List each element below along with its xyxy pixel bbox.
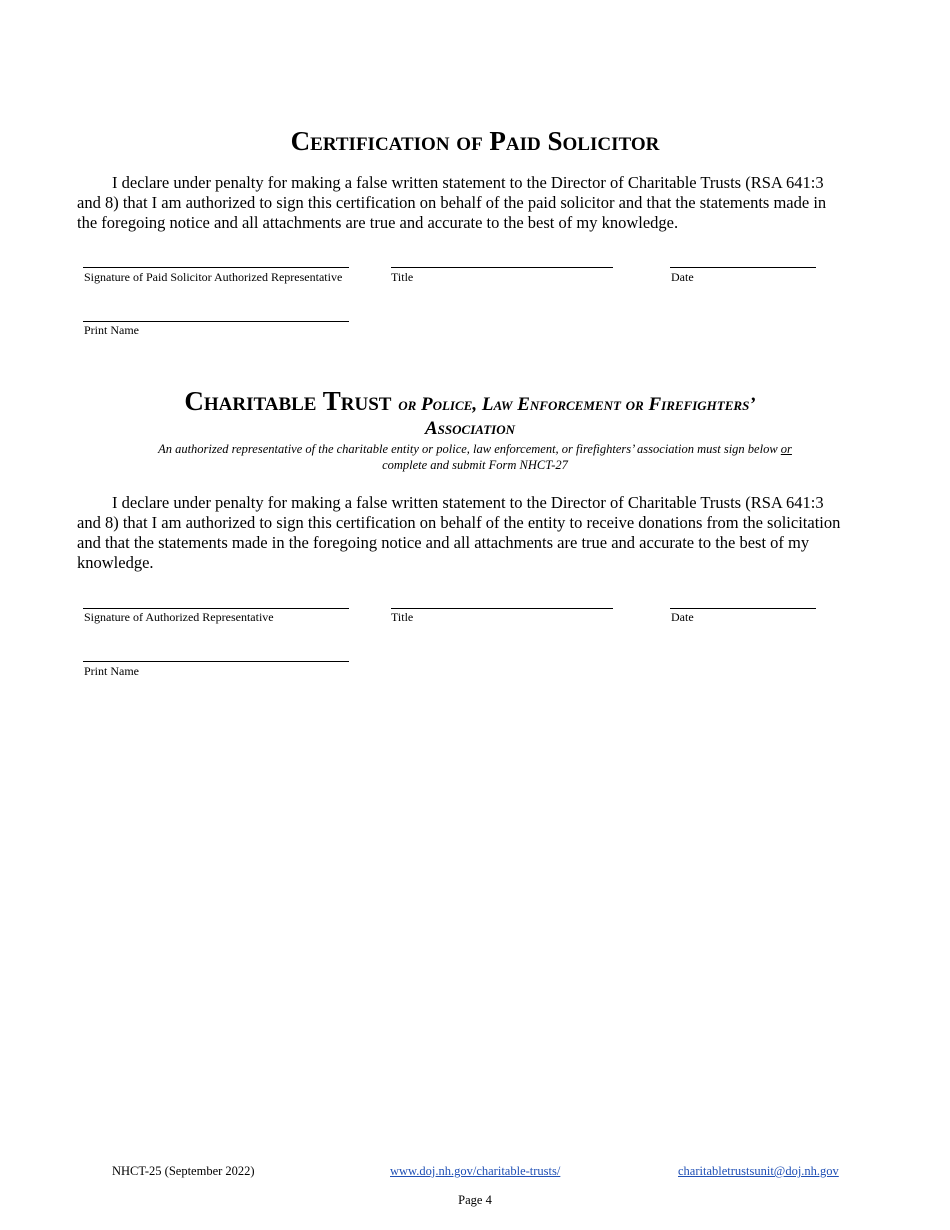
section1-title-label: Title [391,270,414,284]
section2-date-line[interactable] [670,608,816,609]
section1-print-name-line[interactable] [83,321,349,322]
section2-heading-sub: or Police, Law Enforcement or Firefighters’ [398,394,756,415]
section2-heading-association: Association [425,418,515,439]
section1-date-label: Date [671,270,694,284]
section2-print-name-line[interactable] [83,661,349,662]
section2-note-text: An authorized representative of the charitable entity or police, law enforcement, or firefighters’ association must sign below [158,442,781,456]
section2-heading [0,385,940,421]
section2-title-line[interactable] [391,608,613,609]
section1-print-name-label: Print Name [84,323,139,337]
section1-signature-label: Signature of Paid Solicitor Authorized Representative [84,270,343,284]
section2-signature-label: Signature of Authorized Representative [84,610,274,624]
section2-paragraph: I declare under penalty for making a false written statement to the Director of Charitable Trusts (RSA 641:3 and 8) that I am authorized to sign this certification on behalf of the entity to receive donations from the solicitation and that the statements made in the foregoing notice and all attachments are true and accurate to the best of my knowledge. [77,493,841,572]
section1-title-line[interactable] [391,267,613,268]
section2-heading-main: Charitable Trust [184,386,392,416]
section1-heading: Certification of Paid Solicitor [290,126,660,156]
section1-signature-line[interactable] [83,267,349,268]
section2-signature-line[interactable] [83,608,349,609]
footer-email-link[interactable]: charitabletrustsunit@doj.nh.gov [678,1164,839,1178]
footer-form-id: NHCT-25 (September 2022) [112,1164,255,1178]
footer-website-link[interactable]: www.doj.nh.gov/charitable-trusts/ [390,1164,561,1178]
section2-note [100,441,850,473]
section2-date-label: Date [671,610,694,624]
section1-date-line[interactable] [670,267,816,268]
section1-paragraph: I declare under penalty for making a false written statement to the Director of Charitable Trusts (RSA 641:3 and 8) that I am authorized to sign this certification on behalf of the paid solicitor and that the statements made in the foregoing notice and all attachments are true and accurate to the best of my knowledge. [77,173,827,232]
footer-page-number: Page 4 [458,1193,492,1207]
section2-print-name-label: Print Name [84,664,139,678]
section2-title-label: Title [391,610,414,624]
section2-note-or: or [780,442,792,456]
section2-note-form: complete and submit Form NHCT-27 [382,458,568,472]
